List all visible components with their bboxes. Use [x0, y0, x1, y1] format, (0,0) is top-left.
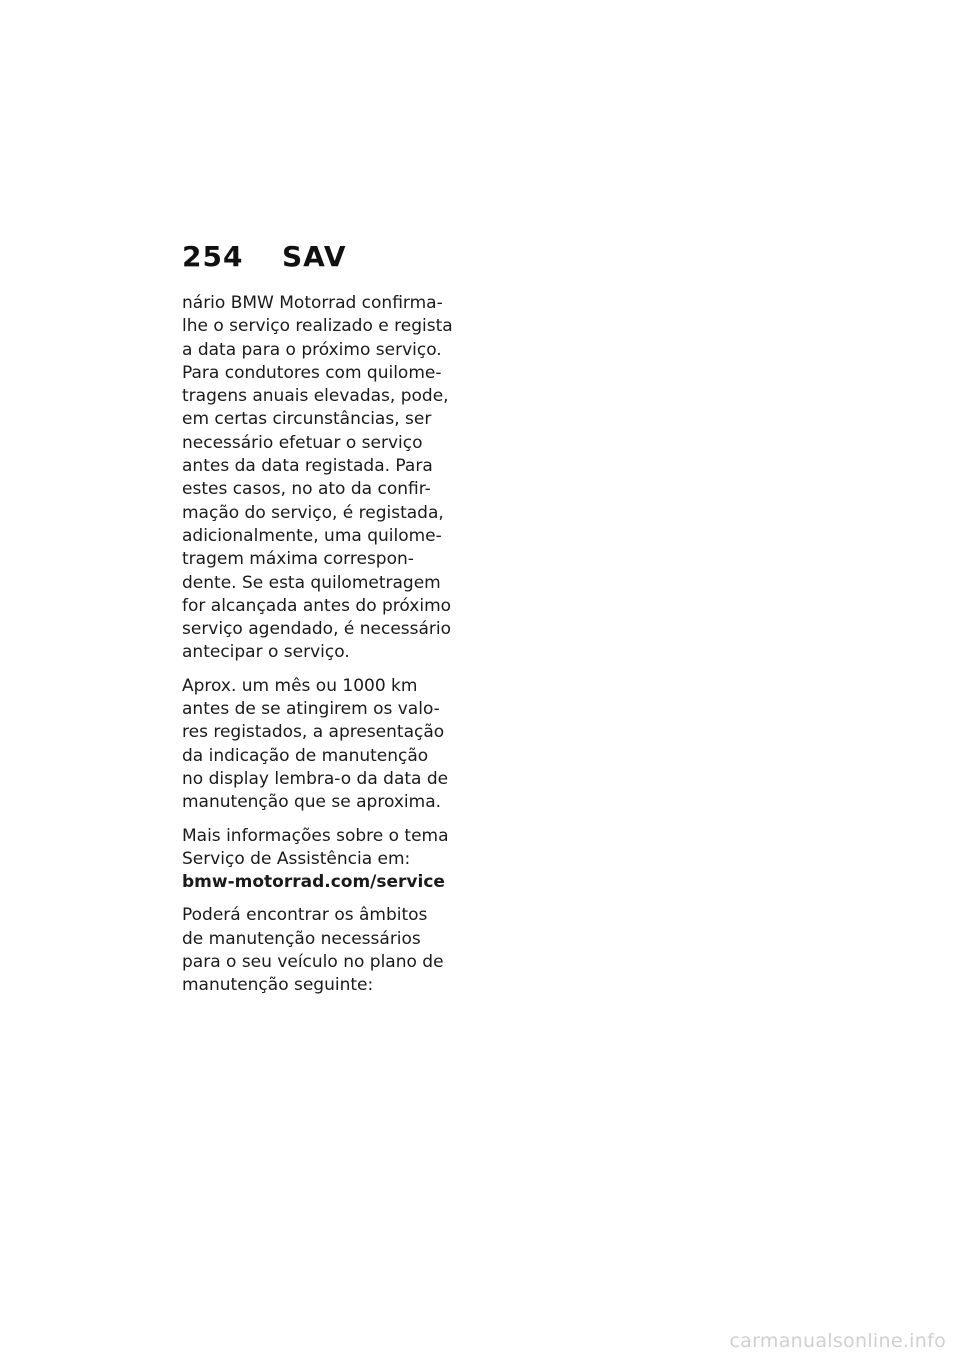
text-line: dente. Se esta quilometragem: [182, 572, 441, 593]
text-line: de manutenção necessários: [182, 928, 421, 949]
text-line: Mais informações sobre o tema: [182, 825, 449, 846]
text-line: manutenção que se aproxima.: [182, 792, 442, 813]
text-line: lhe o serviço realizado e regista: [182, 316, 453, 337]
text-line: para o seu veículo no plano de: [182, 952, 444, 973]
text-line: tragem máxima correspon-: [182, 549, 414, 570]
text-line: manutenção seguinte:: [182, 975, 374, 996]
paragraph-maintenance-plan: [182, 904, 454, 997]
text-line: a data para o próximo serviço.: [182, 339, 442, 360]
text-line: Serviço de Assistência em:: [182, 848, 411, 869]
section-title: SAV: [282, 240, 347, 273]
text-line: antes de se atingirem os valo-: [182, 699, 440, 720]
text-line: estes casos, no ato da confir-: [182, 479, 431, 500]
paragraph-service-confirmation: [182, 292, 454, 665]
paragraph-more-info: [182, 825, 454, 895]
text-line: tragens anuais elevadas, pode,: [182, 386, 449, 407]
text-line: res registados, a apresentação: [182, 722, 445, 743]
text-line: em certas circunstâncias, ser: [182, 409, 432, 430]
text-line: Para condutores com quilome-: [182, 362, 442, 383]
service-website-link[interactable]: bmw-motorrad.com/service: [182, 872, 445, 893]
page-number: 254: [182, 240, 244, 273]
text-line: for alcançada antes do próximo: [182, 595, 452, 616]
text-line: nário BMW Motorrad confirma-: [182, 293, 443, 313]
body-text: [182, 292, 454, 1008]
text-line: no display lembra-o da data de: [182, 768, 449, 789]
text-line: Poderá encontrar os âmbitos: [182, 905, 428, 926]
text-line: serviço agendado, é necessário: [182, 619, 452, 640]
paragraph-display-reminder: [182, 675, 454, 815]
text-line: antecipar o serviço.: [182, 642, 350, 663]
text-line: necessário efetuar o serviço: [182, 432, 423, 453]
text-line: mação do serviço, é registada,: [182, 502, 444, 523]
text-line: adicionalmente, uma quilome-: [182, 525, 442, 546]
text-line: Aprox. um mês ou 1000 km: [182, 675, 418, 696]
text-line: antes da data registada. Para: [182, 456, 433, 477]
text-line: da indicação de manutenção: [182, 745, 429, 766]
page-header: [182, 240, 347, 273]
watermark: carmanualsonline.info: [729, 1330, 946, 1352]
